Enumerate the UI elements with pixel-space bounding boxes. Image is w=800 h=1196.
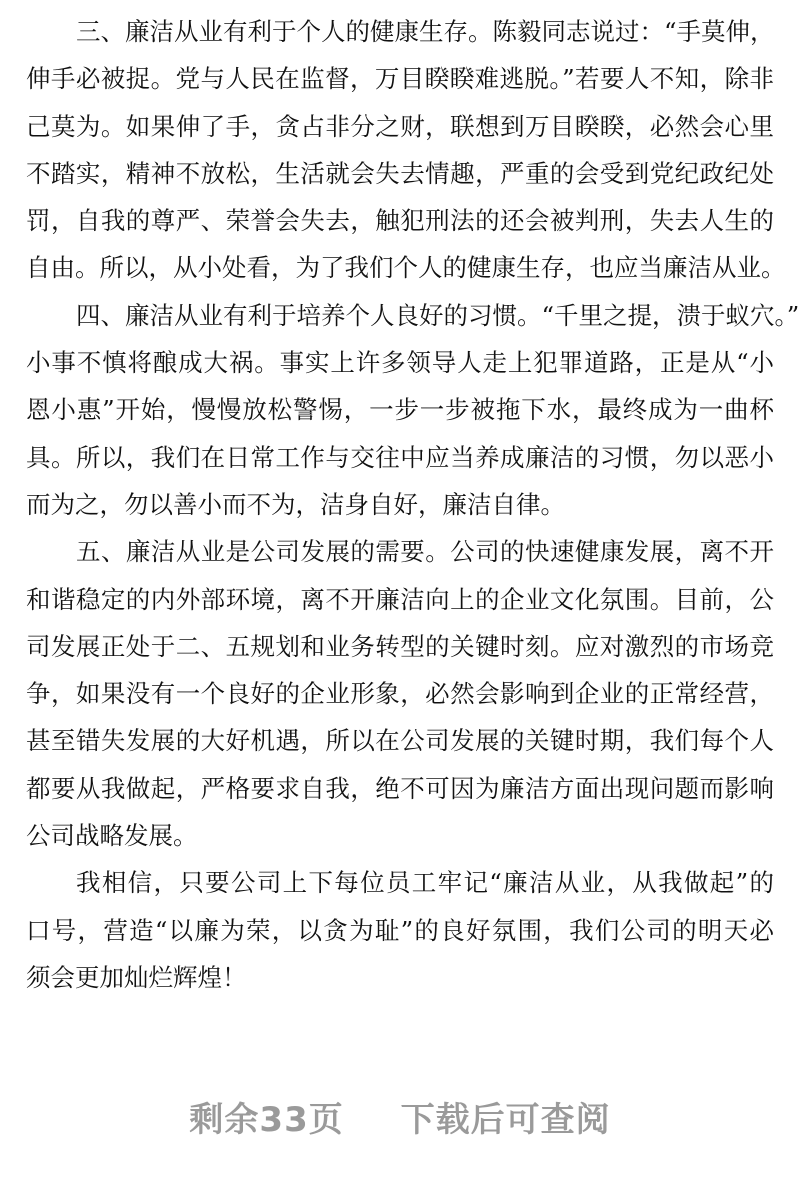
text-line: 都要从我做起，严格要求自我，绝不可因为廉洁方面出现问题而影响 [26,773,774,803]
text-line: 小事不慎将酿成大祸。事实上许多领导人走上犯罪道路，正是从“小 [26,348,774,378]
text-line: 自由。所以，从小处看，为了我们个人的健康生存，也应当廉洁从业。 [26,253,786,283]
text-line: 四、廉洁从业有利于培养个人良好的习惯。“千里之提，溃于蚁穴。” [76,300,800,330]
text-line: 不踏实，精神不放松，生活就会失去情趣，严重的会受到党纪政纪处 [26,158,774,188]
text-line: 我相信，只要公司上下每位员工牢记“廉洁从业，从我做起”的 [76,868,774,898]
text-line: 争，如果没有一个良好的企业形象，必然会影响到企业的正常经营， [26,679,774,709]
text-line: 须会更加灿烂辉煌！ [26,962,247,992]
download-to-view-label[interactable]: 下载后可查阅 [400,1100,611,1140]
text-line: 甚至错失发展的大好机遇，所以在公司发展的关键时期，我们每个人 [26,726,774,756]
text-line: 己莫为。如果伸了手，贪占非分之财，联想到万目睽睽，必然会心里 [26,111,774,141]
text-line: 口号，营造“以廉为荣，以贪为耻”的良好氛围，我们公司的明天必 [26,915,774,945]
text-line: 公司战略发展。 [26,821,198,851]
download-prompt[interactable] [0,1092,800,1141]
text-line: 三、廉洁从业有利于个人的健康生存。陈毅同志说过：“手莫伸， [76,17,775,46]
text-line: 具。所以，我们在日常工作与交往中应当养成廉洁的习惯，勿以恶小 [26,442,774,472]
paragraph [26,528,774,859]
text-line: 和谐稳定的内外部环境，离不开廉洁向上的企业文化氛围。目前，公 [26,584,774,614]
text-line: 五、廉洁从业是公司发展的需要。公司的快速健康发展，离不开 [76,537,774,567]
paragraph [26,8,786,292]
paragraph [26,292,800,528]
text-line: 伸手必被捉。党与人民在监督，万目睽睽难逃脱。”若要人不知，除非 [26,64,774,94]
text-line: 而为之，勿以善小而不为，洁身自好，廉洁自律。 [26,489,565,519]
text-line: 恩小惠”开始，慢慢放松警惕，一步一步被拖下水，最终成为一曲杯 [26,395,774,425]
paragraph [26,859,774,1001]
document-body [26,8,800,1001]
remaining-pages-label: 剩余33页 [189,1100,344,1140]
text-line: 罚，自我的尊严、荣誉会失去，触犯刑法的还会被判刑，失去人生的 [26,206,774,236]
text-line: 司发展正处于二、五规划和业务转型的关键时刻。应对激烈的市场竞 [26,631,774,661]
